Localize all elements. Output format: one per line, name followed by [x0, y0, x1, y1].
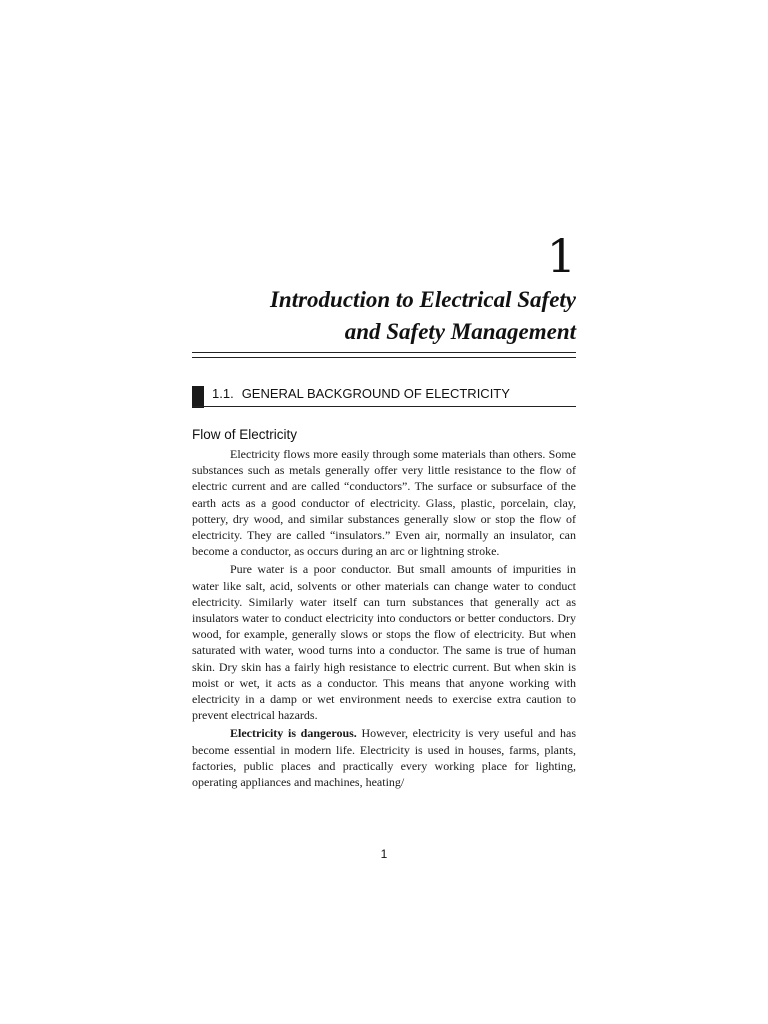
section-heading-text [212, 384, 510, 404]
chapter-number: 1 [546, 229, 576, 283]
section-number: 1.1. [212, 386, 234, 401]
page-number: 1 [380, 847, 388, 861]
section-marker [192, 386, 204, 408]
paragraph-3 [192, 725, 576, 790]
paragraph-1: Electricity flows more easily through some materials than others. Some substances such as metals generally offer very little resistance to the flow of electric current and are called “conductors”. The surface or subsurface of the earth acts as a good conductor of electricity. Glass, plastic, porcelain, clay, pottery, dry wood, and similar substances generally slow or stop the flow of electricity. They are called “insulators.” Even air, normally an insulator, can become a conductor, as occurs during an arc or lightning stroke. [192, 447, 576, 559]
section-rule [192, 406, 576, 407]
subsection-title: Flow of Electricity [192, 427, 298, 442]
chapter-title [180, 284, 576, 348]
section-heading [192, 384, 576, 408]
chapter-title-line-1: Introduction to Electrical Safety [269, 287, 576, 312]
body-text [192, 446, 576, 790]
paragraph-3-text: However, electricity is very useful and has become essential in modern life. Electricity is used in houses, farms, plants, factories, public places and practically every working place for lighting, operating appliances and machines, heating/ [192, 726, 576, 790]
section-title: GENERAL BACKGROUND OF ELECTRICITY [241, 386, 510, 401]
title-rule-bottom [192, 357, 576, 358]
chapter-title-line-2: and Safety Management [344, 319, 576, 344]
paragraph-2: Pure water is a poor conductor. But small amounts of impurities in water like salt, acid, solvents or other materials can change water to conduct electricity. Similarly water itself can turn substances that generally act as insulators water to conduct electricity into conductors or better conductors. Dry wood, for example, generally slows or stops the flow of electricity. But when saturated with water, wood turns into a conductor. The same is true of human skin. Dry skin has a fairly high resistance to electric current. But when skin is moist or wet, it acts as a conductor. This means that anyone working with electricity in a damp or wet environment needs to exercise extra caution to prevent electrical hazards. [192, 562, 576, 723]
title-rule-top [192, 352, 576, 353]
paragraph-3-lead: Electricity is dangerous. [230, 726, 357, 741]
